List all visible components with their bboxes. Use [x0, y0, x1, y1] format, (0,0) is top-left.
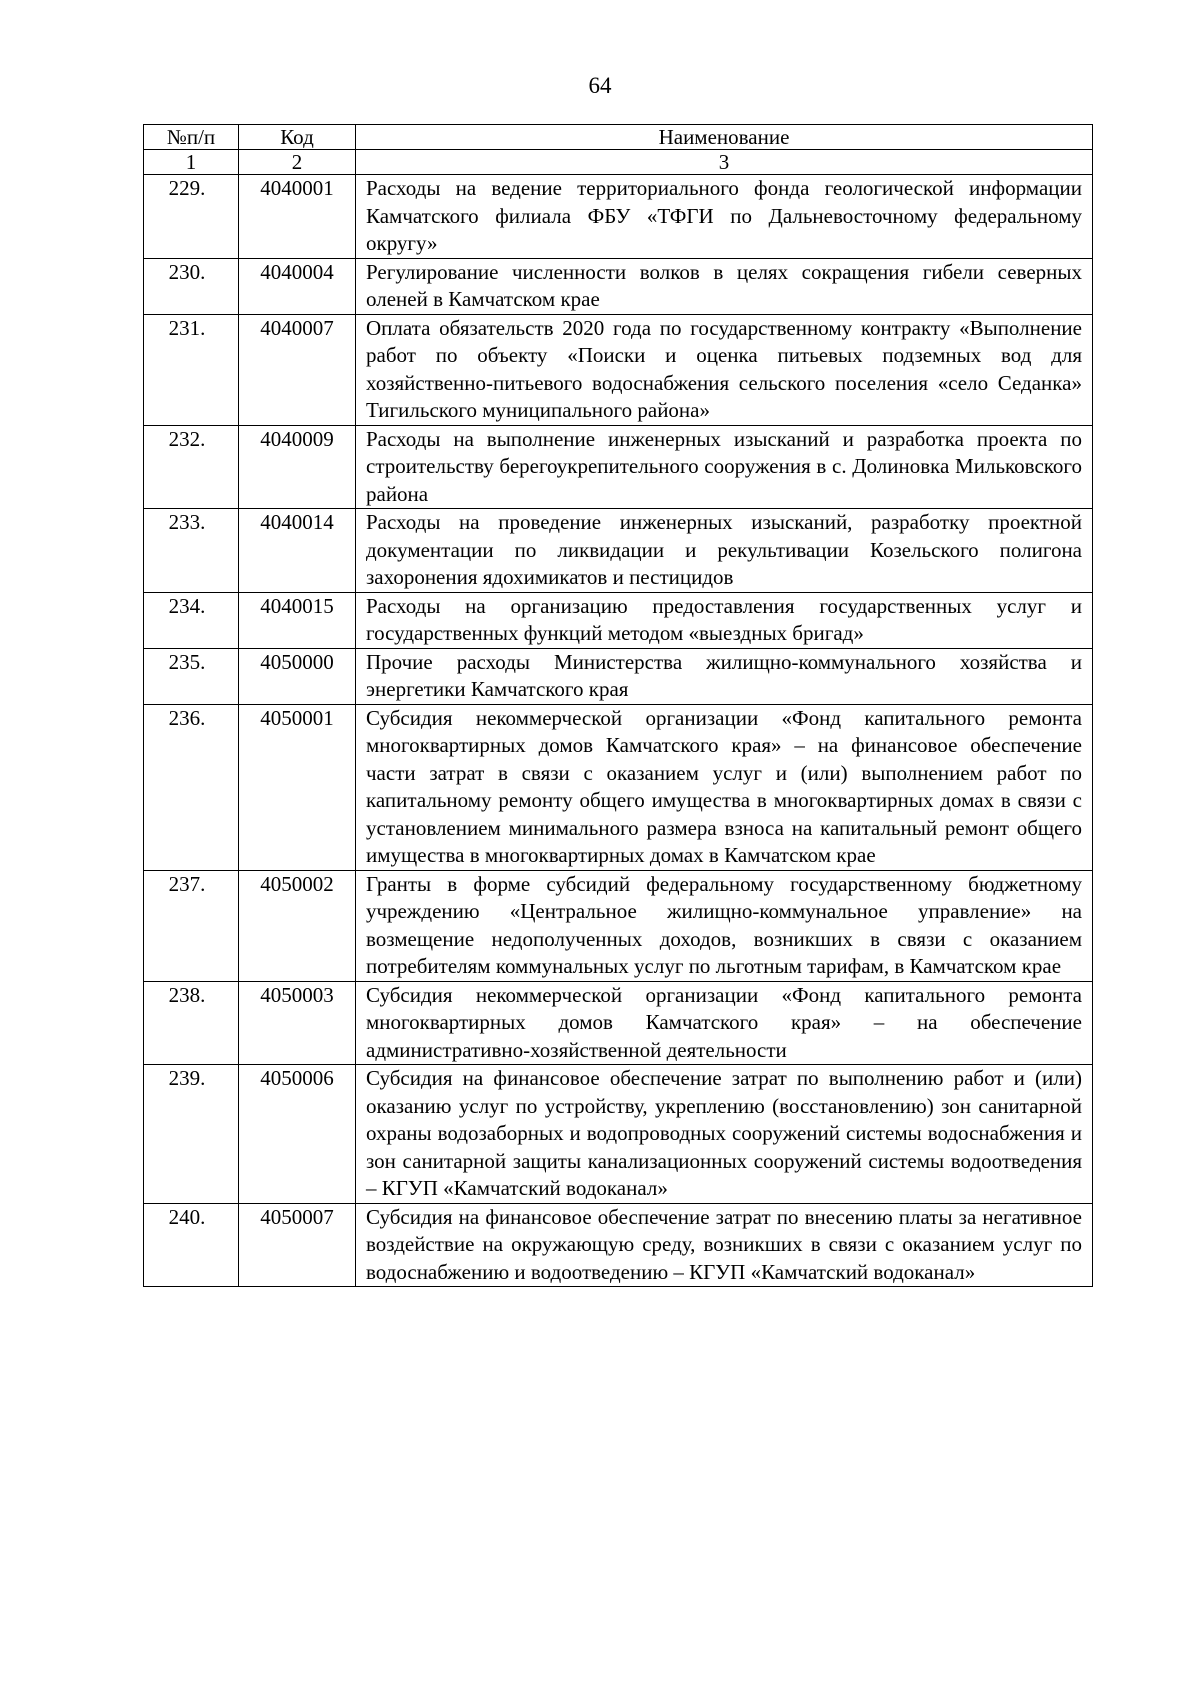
column-index-2: 2 — [239, 150, 356, 175]
table-row — [144, 704, 1093, 870]
table-row — [144, 509, 1093, 593]
table-row — [144, 1203, 1093, 1287]
header-code: Код — [239, 125, 356, 150]
row-number: 235. — [144, 648, 239, 704]
row-code: 4050001 — [239, 704, 356, 870]
budget-codes-table — [143, 124, 1093, 1287]
column-index-1: 1 — [144, 150, 239, 175]
row-number: 232. — [144, 425, 239, 509]
table-row — [144, 648, 1093, 704]
row-code: 4040007 — [239, 314, 356, 425]
row-name: Субсидия на финансовое обеспечение затрат по внесению платы за негативное воздействие на окружающую среду, возникших в связи с оказанием услуг по водоснабжению и водоотведению – КГУП «Камчатский водоканал» — [356, 1203, 1093, 1287]
row-code: 4040004 — [239, 258, 356, 314]
row-name: Прочие расходы Министерства жилищно-коммунального хозяйства и энергетики Камчатского края — [356, 648, 1093, 704]
row-number: 236. — [144, 704, 239, 870]
row-number: 237. — [144, 870, 239, 981]
row-name: Гранты в форме субсидий федеральному государственному бюджетному учреждению «Центральное жилищно-коммунальное управление» на возмещение недополученных доходов, возникших в связи с оказанием потребителям коммунальных услуг по льготным тарифам, в Камчатском крае — [356, 870, 1093, 981]
table-row — [144, 870, 1093, 981]
table-header — [144, 125, 1093, 175]
table-row — [144, 175, 1093, 259]
header-name: Наименование — [356, 125, 1093, 150]
row-number: 229. — [144, 175, 239, 259]
row-code: 4040015 — [239, 592, 356, 648]
row-number: 238. — [144, 981, 239, 1065]
row-name: Расходы на проведение инженерных изысканий, разработку проектной документации по ликвидации и рекультивации Козельского полигона захоронения ядохимикатов и пестицидов — [356, 509, 1093, 593]
column-index-row — [144, 150, 1093, 175]
row-code: 4040001 — [239, 175, 356, 259]
table-row — [144, 425, 1093, 509]
row-name: Расходы на выполнение инженерных изысканий и разработка проекта по строительству берегоукрепительного сооружения в с. Долиновка Мильковского района — [356, 425, 1093, 509]
row-number: 231. — [144, 314, 239, 425]
row-number: 234. — [144, 592, 239, 648]
column-index-3: 3 — [356, 150, 1093, 175]
row-code: 4040014 — [239, 509, 356, 593]
table-row — [144, 592, 1093, 648]
row-code: 4050007 — [239, 1203, 356, 1287]
row-name: Субсидия некоммерческой организации «Фонд капитального ремонта многоквартирных домов Камчатского края» – на обеспечение административно-хозяйственной деятельности — [356, 981, 1093, 1065]
row-name: Субсидия на финансовое обеспечение затрат по выполнению работ и (или) оказанию услуг по устройству, укреплению (восстановлению) зон санитарной охраны водозаборных и водопроводных сооружений системы водоснабжения и зон санитарной защиты канализационных сооружений системы водоотведения – КГУП «Камчатский водоканал» — [356, 1065, 1093, 1204]
row-number: 233. — [144, 509, 239, 593]
row-name: Регулирование численности волков в целях сокращения гибели северных оленей в Камчатском крае — [356, 258, 1093, 314]
table-row — [144, 258, 1093, 314]
row-code: 4050000 — [239, 648, 356, 704]
row-code: 4050002 — [239, 870, 356, 981]
header-number: №п/п — [144, 125, 239, 150]
row-name: Расходы на ведение территориального фонда геологической информации Камчатского филиала ФБУ «ТФГИ по Дальневосточному федеральному округу» — [356, 175, 1093, 259]
table-body — [144, 175, 1093, 1287]
page-number: 64 — [588, 73, 612, 98]
header-row — [144, 125, 1093, 150]
row-name: Расходы на организацию предоставления государственных услуг и государственных функций методом «выездных бригад» — [356, 592, 1093, 648]
row-code: 4050003 — [239, 981, 356, 1065]
row-number: 239. — [144, 1065, 239, 1204]
row-number: 240. — [144, 1203, 239, 1287]
row-number: 230. — [144, 258, 239, 314]
table-row — [144, 981, 1093, 1065]
row-code: 4050006 — [239, 1065, 356, 1204]
table-row — [144, 314, 1093, 425]
table-row — [144, 1065, 1093, 1204]
row-code: 4040009 — [239, 425, 356, 509]
row-name: Оплата обязательств 2020 года по государственному контракту «Выполнение работ по объекту «Поиски и оценка питьевых подземных вод для хозяйственно-питьевого водоснабжения сельского поселения «село Седанка» Тигильского муниципального района» — [356, 314, 1093, 425]
row-name: Субсидия некоммерческой организации «Фонд капитального ремонта многоквартирных домов Камчатского края» – на финансовое обеспечение части затрат в связи с оказанием услуг и (или) выполнением работ по капитальному ремонту общего имущества в многоквартирных домах в связи с установлением минимального размера взноса на капитальный ремонт общего имущества в многоквартирных домах в Камчатском крае — [356, 704, 1093, 870]
